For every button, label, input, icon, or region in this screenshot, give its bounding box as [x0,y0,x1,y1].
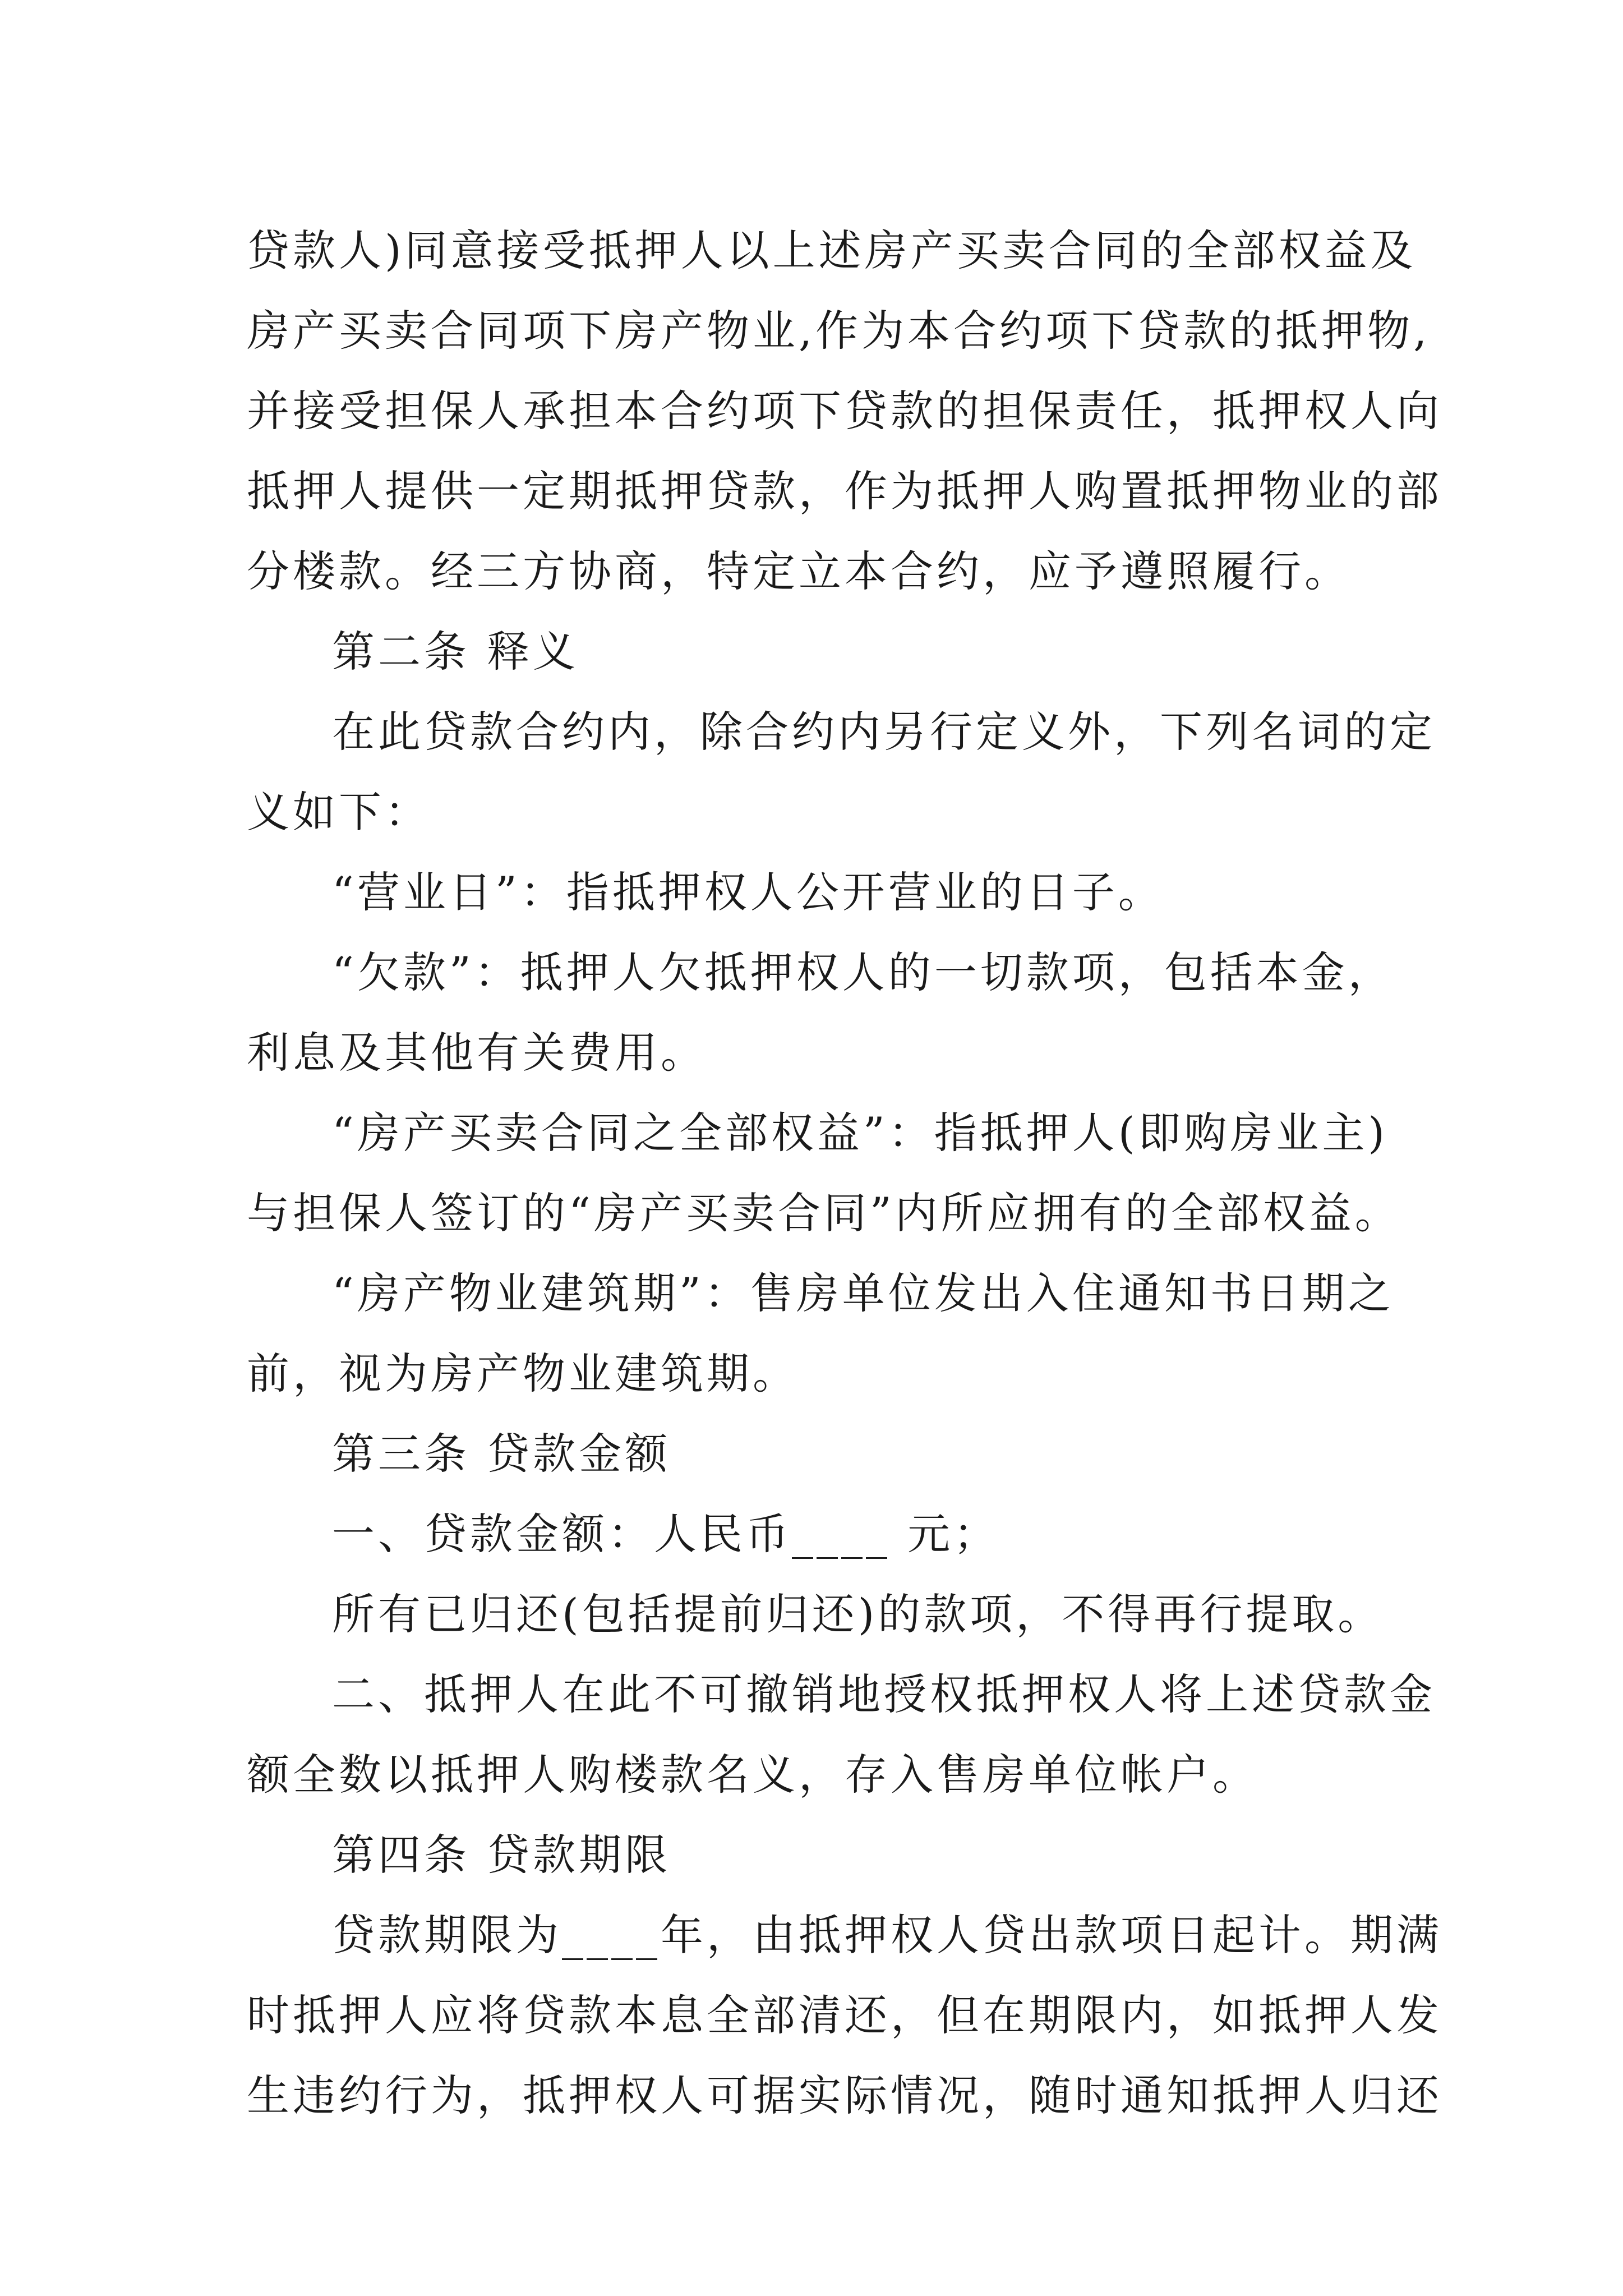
document-body [247,210,1442,2136]
text-line: 分楼款。经三方协商，特定立本合约，应予遵照履行。 [247,546,1350,596]
text-line: “房产买卖合同之全部权益”：指抵押人(即购房业主) [332,1108,1389,1158]
text-line: “房产物业建筑期”：售房单位发出入住通知书日期之 [332,1268,1394,1318]
text-line: 前，视为房产物业建筑期。 [247,1349,799,1398]
text-line: 第二条 释义 [332,627,579,677]
text-line: 利息及其他有关费用。 [247,1028,707,1078]
text-line: 额全数以抵押人购楼款名义，存入售房单位帐户。 [247,1750,1258,1800]
text-line: 第四条 贷款期限 [332,1830,671,1880]
text-line: 在此贷款合约内，除合约内另行定义外，下列名词的定 [332,707,1436,757]
text-line: 贷款人)同意接受抵押人以上述房产买卖合同的全部权益及 [247,226,1417,275]
text-line: 与担保人签订的“房产买卖合同”内所应拥有的全部权益。 [247,1188,1401,1238]
text-line: 生违约行为，抵押权人可据实际情况，随时通知抵押人归还 [247,2070,1442,2120]
text-line: 并接受担保人承担本合约项下贷款的担保责任，抵押权人向 [247,386,1442,436]
text-line: 一、贷款金额：人民币____ 元； [332,1509,1000,1559]
text-line: 时抵押人应将贷款本息全部清还，但在期限内，如抵押人发 [247,1990,1442,2040]
text-line: “欠款”：抵押人欠抵押权人的一切款项，包括本金， [332,947,1394,997]
text-line: 贷款期限为____年，由抵押权人贷出款项日起计。期满 [332,1910,1442,1960]
text-line: 二、抵押人在此不可撤销地授权抵押权人将上述贷款金 [332,1669,1436,1719]
text-line: “营业日”：指抵押权人公开营业的日子。 [332,867,1164,917]
text-line: 第三条 贷款金额 [332,1429,671,1479]
text-line: 义如下： [247,787,431,837]
text-line: 所有已归还(包括提前归还)的款项，不得再行提取。 [332,1589,1384,1639]
text-line: 抵押人提供一定期抵押贷款，作为抵押人购置抵押物业的部 [247,466,1442,516]
text-line: 房产买卖合同项下房产物业,作为本合约项下贷款的抵押物, [247,306,1431,356]
